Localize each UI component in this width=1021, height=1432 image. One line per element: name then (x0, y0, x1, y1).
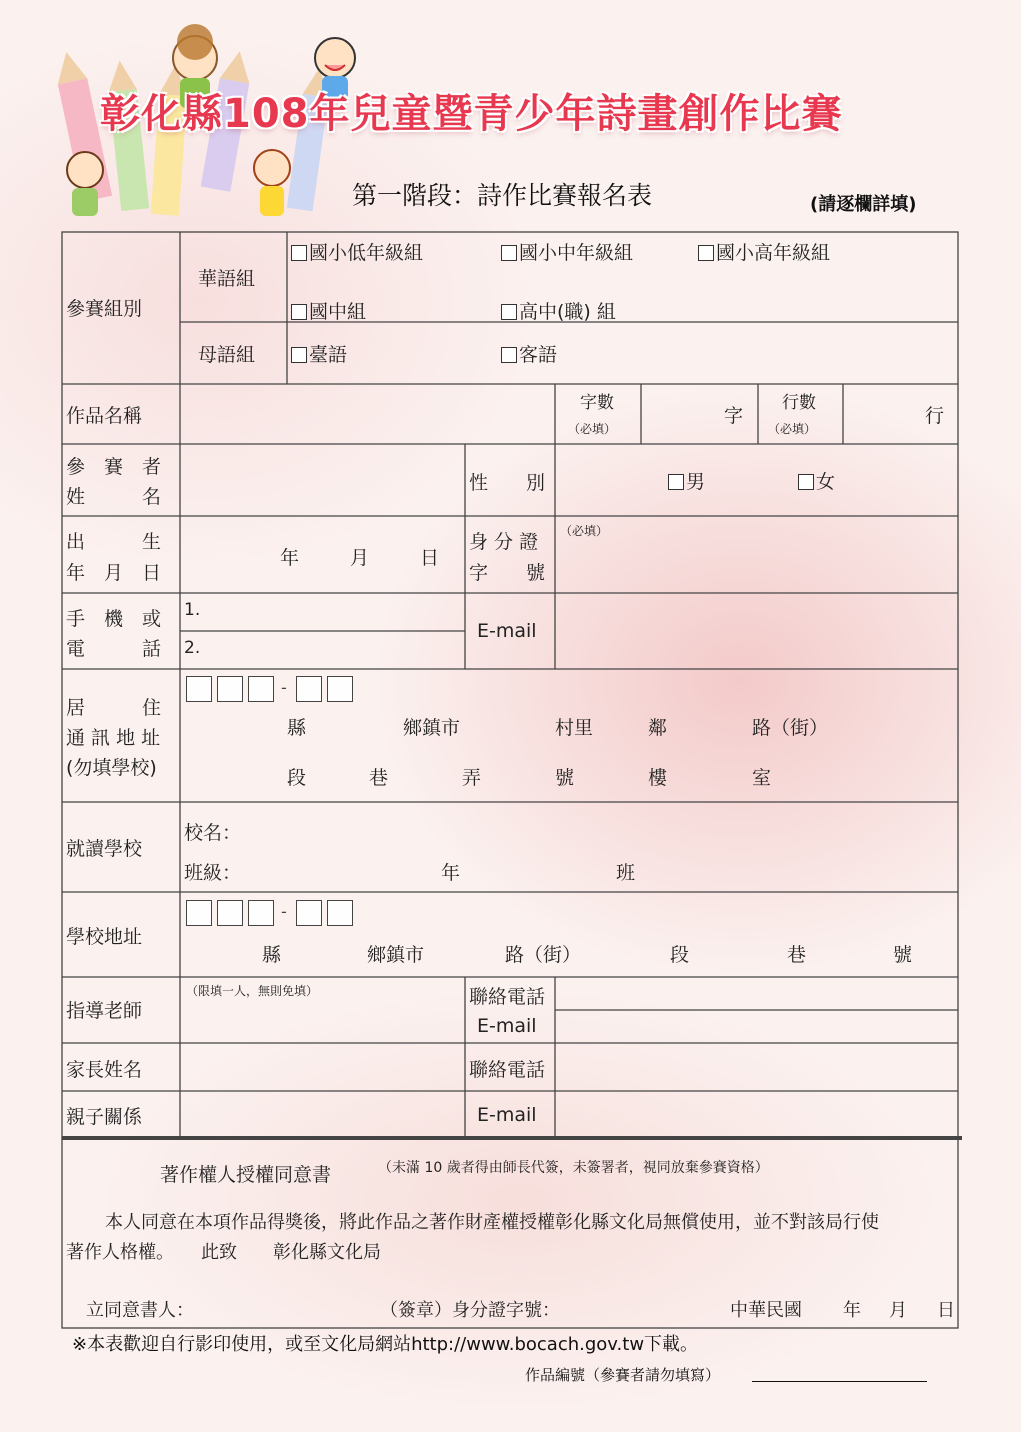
address-input[interactable] (182, 705, 960, 802)
checkbox[interactable] (501, 304, 517, 320)
address-label-3: (勿填學校) (66, 757, 157, 779)
address-road: 路（街） (752, 717, 829, 739)
checkbox[interactable] (291, 304, 307, 320)
parent-email-input[interactable] (557, 1093, 960, 1138)
zip-dash: - (281, 678, 287, 697)
birth-label-2: 年 月 日 (66, 562, 162, 584)
line-unit: 行 (925, 405, 945, 427)
checkbox[interactable] (501, 347, 517, 363)
checkbox[interactable] (291, 245, 307, 261)
name-label-1: 參 賽 者 (66, 456, 162, 478)
email-input[interactable] (557, 595, 960, 669)
address-village: 村里 (555, 717, 594, 739)
checkbox[interactable] (668, 474, 684, 490)
kid-icon (67, 152, 103, 216)
date-year-unit: 年 (843, 1300, 861, 1321)
zip-box[interactable] (296, 900, 322, 926)
work-number-label: 作品編號（參賽者請勿填寫） (525, 1366, 721, 1384)
date-prefix: 中華民國 (730, 1300, 802, 1321)
birth-year-unit: 年 (280, 547, 300, 569)
id-label-2: 字 號 (469, 562, 546, 584)
school-label: 就讀學校 (66, 838, 143, 860)
stamp-id-label: （簽章）身分證字號： (380, 1300, 560, 1321)
teacher-label: 指導老師 (66, 1000, 143, 1022)
parent-email-label: E-mail (477, 1104, 537, 1126)
date-month-unit: 月 (889, 1300, 907, 1321)
school-address-county: 縣 (262, 944, 282, 966)
mandarin-group-label: 華語組 (198, 268, 256, 290)
option-junior-high[interactable]: 國中組 (291, 297, 366, 324)
relation-input[interactable] (182, 1093, 467, 1138)
teacher-email-input[interactable] (557, 1012, 960, 1043)
phone-label-1: 手 機 或 (66, 608, 162, 630)
address-floor: 樓 (648, 767, 668, 789)
parent-phone-label: 聯絡電話 (469, 1059, 546, 1081)
school-name-input[interactable] (250, 810, 954, 848)
class-input[interactable] (250, 850, 954, 890)
phone-2-input[interactable] (200, 633, 467, 669)
id-label-1: 身 分 證 (469, 531, 539, 553)
consent-body-1: 本人同意在本項作品得獎後，將此作品之著作財產權授權彰化縣文化局無償使用，並不對該局行使 (105, 1212, 879, 1233)
address-township: 鄉鎮市 (403, 717, 461, 739)
gender-female-option[interactable]: 女 (798, 467, 835, 494)
school-address-number: 號 (893, 944, 913, 966)
zip-box[interactable] (248, 900, 274, 926)
id-required: （必填） (560, 524, 609, 538)
date-day-unit: 日 (937, 1300, 955, 1321)
option-elementary-mid[interactable]: 國小中年級組 (501, 238, 633, 265)
signer-label: 立同意書人： (86, 1300, 194, 1321)
class-unit: 班 (616, 862, 636, 884)
zip-box[interactable] (186, 900, 212, 926)
zip-box[interactable] (248, 676, 274, 702)
school-address-section: 段 (670, 944, 690, 966)
address-room: 室 (752, 767, 772, 789)
teacher-email-label: E-mail (477, 1015, 537, 1037)
word-count-required: （必填） (568, 422, 617, 436)
birth-label-1: 出 生 (66, 531, 162, 553)
address-label-2: 通 訊 地 址 (66, 727, 161, 749)
option-elementary-low[interactable]: 國小低年級組 (291, 238, 423, 265)
work-number-line (752, 1381, 927, 1382)
birth-month-unit: 月 (350, 547, 370, 569)
zip-box[interactable] (296, 676, 322, 702)
zip-box[interactable] (327, 676, 353, 702)
form-subtitle: 第一階段：詩作比賽報名表 (352, 181, 653, 210)
address-alley: 弄 (462, 767, 482, 789)
parent-phone-input[interactable] (557, 1045, 960, 1091)
consent-title: 著作權人授權同意書 (160, 1164, 332, 1186)
birth-day-unit: 日 (420, 547, 440, 569)
parent-name-label: 家長姓名 (66, 1059, 143, 1081)
school-address-township: 鄉鎮市 (367, 944, 425, 966)
teacher-note: （限填一人，無則免填） (186, 984, 319, 998)
groups-label: 參賽組別 (66, 298, 143, 320)
school-name-label: 校名： (184, 822, 242, 844)
address-lane: 巷 (369, 767, 389, 789)
option-hakka[interactable]: 客語 (501, 340, 557, 367)
grade-unit: 年 (441, 862, 461, 884)
word-unit: 字 (724, 405, 744, 427)
teacher-name-input[interactable] (182, 1000, 467, 1043)
address-county: 縣 (287, 717, 307, 739)
address-label-1: 居 住 (66, 697, 162, 719)
checkbox[interactable] (698, 245, 714, 261)
work-name-label: 作品名稱 (66, 405, 143, 427)
download-note: ※本表歡迎自行影印使用，或至文化局網站http://www.bocach.gov.tw下載。 (72, 1334, 699, 1355)
zip-box[interactable] (217, 900, 243, 926)
school-address-input[interactable] (370, 896, 960, 934)
address-section: 段 (287, 767, 307, 789)
signer-input[interactable] (205, 1290, 379, 1322)
school-address-lane: 巷 (787, 944, 807, 966)
option-senior-high[interactable]: 高中(職) 組 (501, 297, 616, 324)
name-label-2: 姓 名 (66, 486, 162, 508)
gender-label: 性 別 (469, 472, 546, 494)
contestant-name-input[interactable] (182, 446, 467, 516)
word-count-label: 字數 (580, 393, 614, 413)
address-number: 號 (555, 767, 575, 789)
phone-line-2: 2. (184, 638, 201, 658)
line-count-label: 行數 (782, 393, 816, 413)
phone-label-2: 電 話 (66, 638, 162, 660)
checkbox[interactable] (291, 347, 307, 363)
work-name-input[interactable] (182, 386, 557, 444)
consent-body-2: 著作人格權。 此致 彰化縣文化局 (66, 1242, 381, 1263)
gender-male-option[interactable]: 男 (668, 467, 705, 494)
phone-line-1: 1. (184, 600, 201, 620)
zip-box[interactable] (327, 900, 353, 926)
address-neighborhood: 鄰 (648, 717, 668, 739)
relation-label: 親子關係 (66, 1106, 143, 1128)
zip-dash: - (281, 902, 287, 921)
zip-box[interactable] (217, 676, 243, 702)
option-taiwanese[interactable]: 臺語 (291, 340, 347, 367)
teacher-phone-input[interactable] (557, 979, 960, 1010)
signer-id-input[interactable] (592, 1290, 726, 1322)
teacher-phone-label: 聯絡電話 (469, 986, 546, 1008)
id-number-input[interactable] (557, 540, 960, 593)
consent-title-note: （未滿 10 歲者得由師長代簽，未簽署者，視同放棄參賽資格） (378, 1160, 769, 1176)
school-address-label: 學校地址 (66, 926, 143, 948)
fill-note: (請逐欄詳填) (810, 194, 917, 215)
class-label: 班級： (184, 862, 242, 884)
parent-name-input[interactable] (182, 1045, 467, 1091)
school-address-road: 路（街） (505, 944, 582, 966)
zip-box[interactable] (186, 676, 212, 702)
kid-icon (254, 150, 290, 216)
checkbox[interactable] (501, 245, 517, 261)
page-title: 彰化縣108年兒童暨青少年詩畫創作比賽 (100, 91, 843, 137)
word-count-input[interactable] (643, 386, 727, 444)
line-count-input[interactable] (845, 386, 927, 444)
checkbox[interactable] (798, 474, 814, 490)
phone-1-input[interactable] (200, 595, 467, 631)
option-elementary-high[interactable]: 國小高年級組 (698, 238, 830, 265)
native-group-label: 母語組 (198, 344, 256, 366)
email-label: E-mail (477, 620, 537, 642)
line-count-required: （必填） (768, 422, 817, 436)
